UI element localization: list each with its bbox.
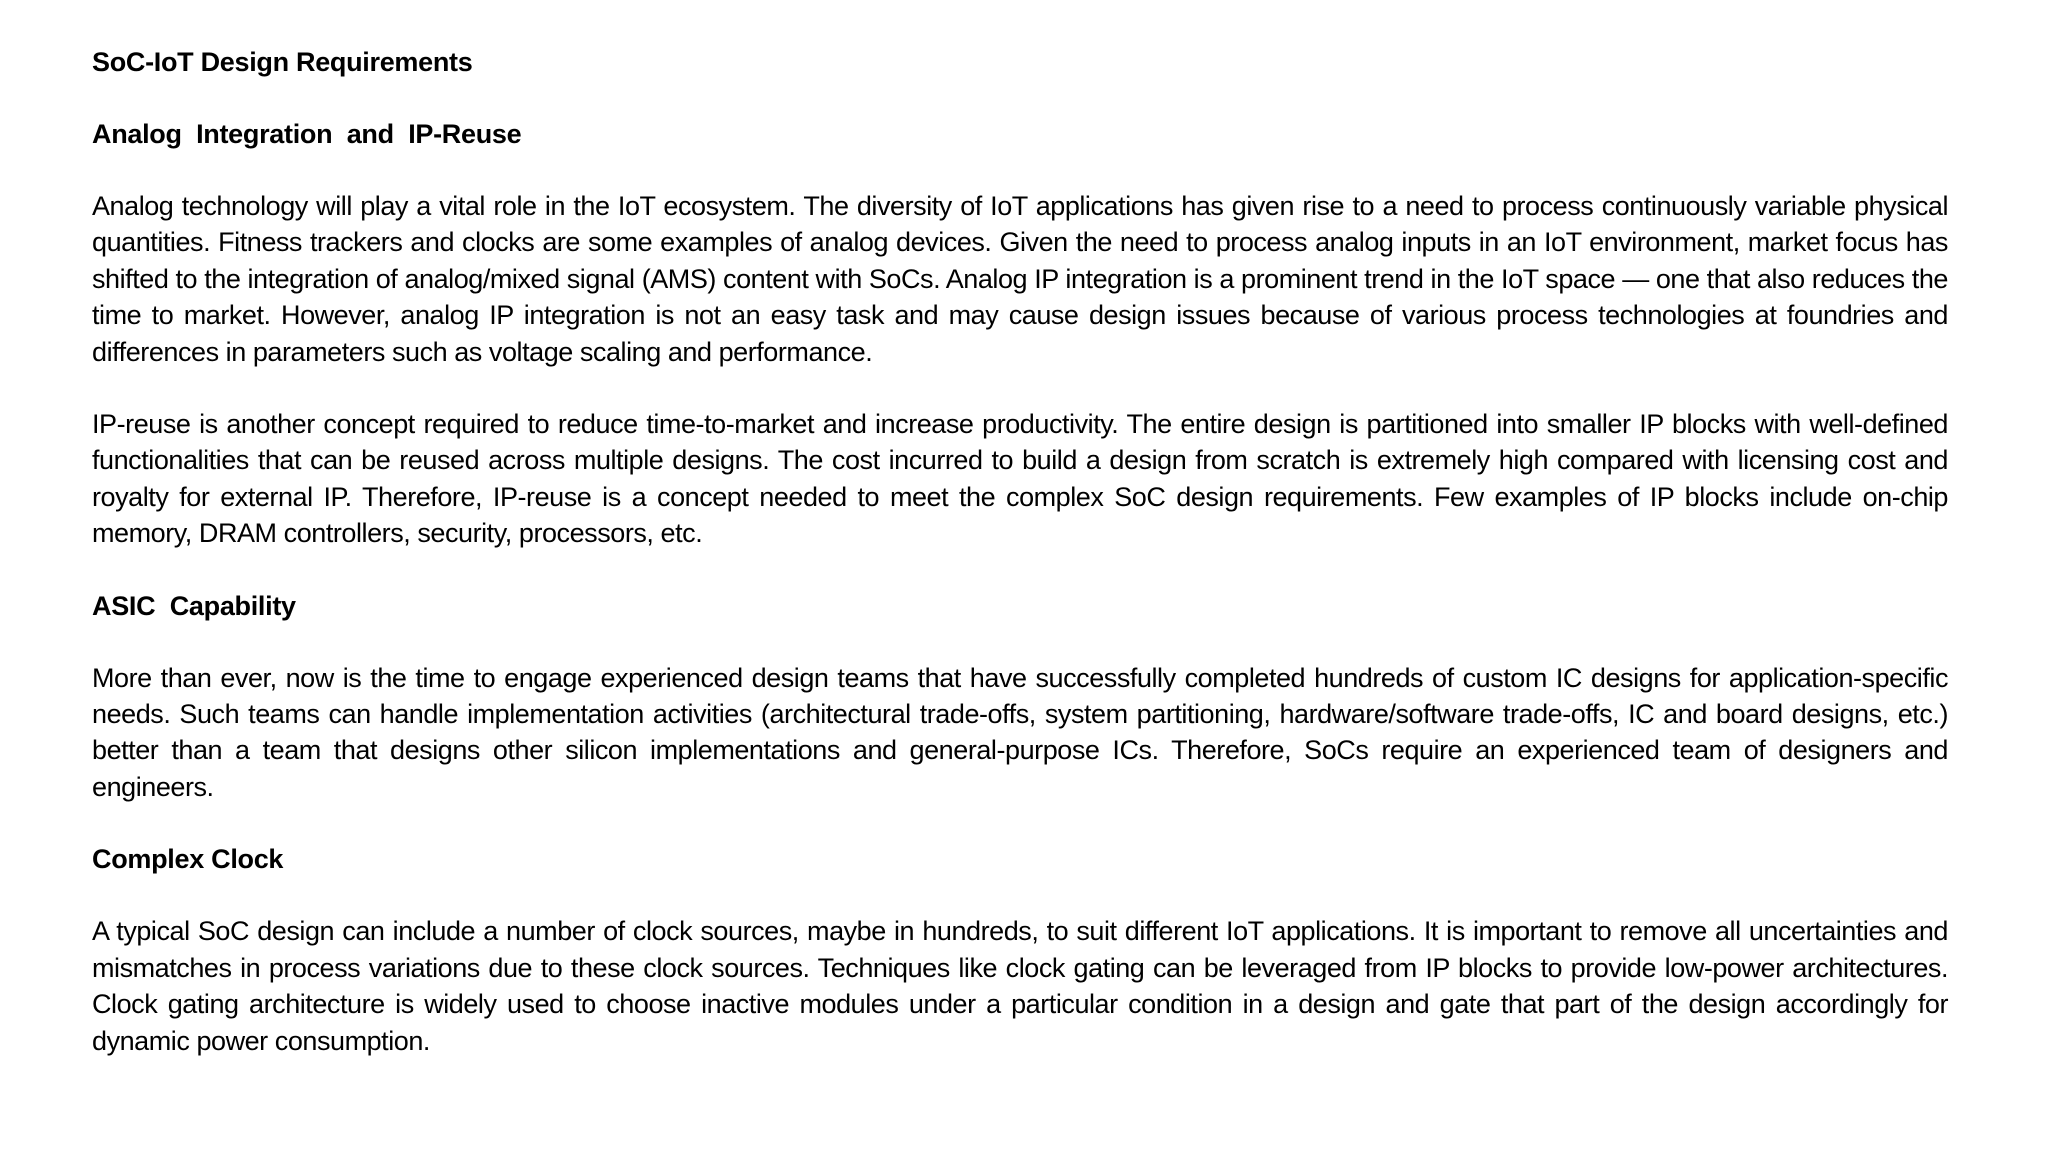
paragraph-analog-technology: Analog technology will play a vital role in the IoT ecosystem. The diversity of IoT applications has given rise to a need to process continuously variable physical quantities. Fitness trackers and clocks are some examples of analog devices. Given the need to process analog inputs in an IoT environment, market focus has shifted to the integration of analog/mixed signal (AMS) content with SoCs. Analog IP integration is a prominent trend in the IoT space — one that also reduces the time to market. However, analog IP integration is not an easy task and may cause design issues because of various process technologies at foundries and differences in parameters such as voltage scaling and performance. (92, 191, 1948, 367)
section-heading-complex-clock: Complex Clock (92, 844, 284, 875)
paragraph-complex-clock: A typical SoC design can include a number of clock sources, maybe in hundreds, to suit different IoT applications. It is important to remove all uncertainties and mismatches in process variations due to these clock sources. Techniques like clock gating can be leveraged from IP blocks to provide low-power architectures. Clock gating architecture is widely used to choose inactive modules under a particular condition in a design and gate that part of the design accordingly for dynamic power consumption. (92, 916, 1948, 1056)
section-heading-analog-integration: Analog Integration and IP-Reuse (92, 119, 522, 149)
paragraph-asic-capability: More than ever, now is the time to engage experienced design teams that have successfully completed hundreds of custom IC designs for application-specific needs. Such teams can handle implementation activities (architectural trade-offs, system partitioning, hardware/software trade-offs, IC and board designs, etc.) better than a team that designs other silicon implementations and general-purpose ICs. Therefore, SoCs require an experienced team of designers and engineers. (92, 662, 1948, 802)
section-heading-asic-capability: ASIC Capability (92, 590, 296, 621)
paragraph-ip-reuse: IP-reuse is another concept required to reduce time-to-market and increase productivity. The entire design is partitioned into smaller IP blocks with well-defined functionalities that can be reused across multiple designs. The cost incurred to build a design from scratch is extremely high compared with licensing cost and royalty for external IP. Therefore, IP-reuse is a concept needed to meet the complex SoC design requirements. Few examples of IP blocks include on-chip memory, DRAM controllers, security, processors, etc. (92, 409, 1948, 549)
document-body (92, 44, 1948, 1095)
document-title: SoC-IoT Design Requirements (92, 47, 473, 77)
